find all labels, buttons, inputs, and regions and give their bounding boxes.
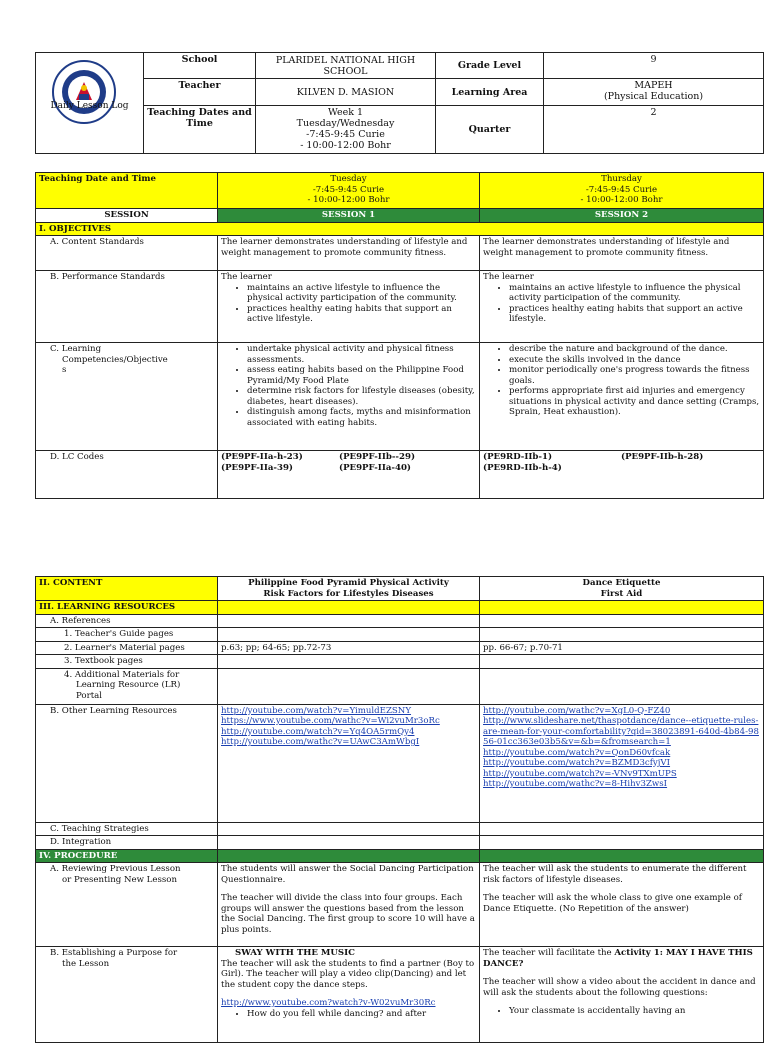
purpose-label: B. Establishing a Purpose for the Lesson — [36, 947, 218, 1043]
teaching-strategies-label: C. Teaching Strategies — [36, 822, 218, 836]
teacher-value: KILVEN D. MASION — [256, 79, 436, 106]
header-table — [35, 52, 764, 154]
reviewing-2: The teacher will ask the students to enumerate the different risk factors of lifestyle diseases. The teacher will ask the whole class to give one example of Dance Etiquette. (No Repetition of the answer) — [480, 863, 764, 947]
other-resources-label: B. Other Learning Resources — [36, 704, 218, 822]
dates-value: Week 1 Tuesday/Wednesday -7:45-9:45 Curie - 10:00-12:00 Bohr — [256, 106, 436, 154]
resource-link[interactable]: http://youtube.com/watch?v=BZMD3cfyjVI — [483, 758, 671, 768]
teacher-label: Teacher — [144, 79, 256, 106]
resource-link[interactable]: http://youtube.com/wathc?v=8-Hihv3ZwsI — [483, 779, 668, 789]
additional-materials-label: 4. Additional Materials for Learning Resource (LR) Portal — [36, 668, 218, 704]
day1-schedule: Tuesday -7:45-9:45 Curie - 10:00-12:00 Bohr — [218, 173, 480, 209]
reviewing-label: A. Reviewing Previous Lesson or Presenting New Lesson — [36, 863, 218, 947]
resource-link[interactable]: http://youtube.com/watch?v=-VNv9TXmUPS — [483, 768, 677, 779]
textbook-label: 3. Textbook pages — [36, 655, 218, 669]
content-heading: II. CONTENT — [36, 577, 218, 601]
school-label: School — [144, 53, 256, 79]
procedure-heading: IV. PROCEDURE — [36, 849, 218, 863]
day2-schedule: Thursday -7:45-9:45 Curie - 10:00-12:00 Bohr — [480, 173, 764, 209]
resource-link[interactable]: http://youtube.com/watch?v=Yq4OA5rmQy4 — [221, 726, 415, 737]
teachers-guide-label: 1. Teacher's Guide pages — [36, 628, 218, 642]
quarter-label: Quarter — [436, 106, 544, 154]
content-topic-1: Philippine Food Pyramid Physical Activity Risk Factors for Lifestyles Diseases — [218, 577, 480, 601]
quarter-value: 2 — [544, 106, 764, 154]
area-label: Learning Area — [436, 79, 544, 106]
reviewing-1: The students will answer the Social Dancing Participation Questionnaire. The teacher will divide the class into four groups. Each groups will answer the questions based from the lesson the Social Dancing. The first group to score 10 will have a plus points. — [218, 863, 480, 947]
resource-link[interactable]: http://www.slideshare.net/thaspotdance/dance--etiquette-rules-are-mean-for-your-comfortability?qid=38023891-640d-4b84-9856-01cc363e03b5&v=&b=&fromsearch=1 — [483, 716, 759, 747]
references-label: A. References — [36, 614, 218, 628]
lc-codes-2: (PE9RD-IIb-1) (PE9PF-IIb-h-28) (PE9RD-IIb-h-4) — [480, 451, 764, 499]
resource-link[interactable]: http://youtube.com/watch?v=YimuldEZSNY — [221, 705, 412, 716]
sway-video-link[interactable]: http://www.youtube.com?watch?v-W02vuMr30Rc — [221, 998, 436, 1008]
performance-standards-1: The learner • maintains an active lifestyle to influence the physical activity participation of the community. • practices healthy eating habits that support an active lifestyle. — [218, 271, 480, 343]
dates-label: Teaching Dates and Time — [144, 106, 256, 154]
grade-label: Grade Level — [436, 53, 544, 79]
area-value: MAPEH (Physical Education) — [544, 79, 764, 106]
content-standards-label: A. Content Standards — [36, 236, 218, 271]
logo-cell — [36, 53, 144, 154]
learners-material-label: 2. Learner's Material pages — [36, 641, 218, 655]
content-standards-1: The learner demonstrates understanding of lifestyle and weight management to promote community fitness. — [218, 236, 480, 271]
learners-material-1: p.63; pp; 64-65; pp.72-73 — [218, 641, 480, 655]
resource-link[interactable]: http://youtube.com/wathc?v=XgL0-Q-FZ40 — [483, 705, 671, 716]
grade-value: 9 — [544, 53, 764, 79]
objectives-heading: I. OBJECTIVES — [36, 222, 764, 236]
other-resources-1 — [218, 704, 480, 822]
competencies-1: • undertake physical activity and physical fitness assessments. • assess eating habits based on the Philippine Food Pyramid/My Food Plate • determine risk factors for lifestyle diseases (obesity, diabetes, heart diseases). • distinguish among facts, myths and misinformation associated with eating habits. — [218, 343, 480, 451]
performance-standards-label: B. Performance Standards — [36, 271, 218, 343]
purpose-1: SWAY WITH THE MUSIC The teacher will ask the students to find a partner (Boy to Girl). The teacher will play a video clip(Dancing) and let the student copy the dance steps. http://www.youtube.com?watch?v-W02vuMr30Rc • How do you fell while dancing? and after — [218, 947, 480, 1043]
lc-codes-label: D. LC Codes — [36, 451, 218, 499]
resource-link[interactable]: http://youtube.com/watch?v=QonD60vfcak — [483, 747, 671, 758]
session2-header: SESSION 2 — [480, 209, 764, 223]
objectives-table — [35, 172, 764, 499]
integration-label: D. Integration — [36, 836, 218, 850]
resource-link[interactable]: https://www.youtube.com/wathc?v=Wi2vuMr3oRc — [221, 716, 440, 726]
session-label: SESSION — [36, 209, 218, 223]
school-value: PLARIDEL NATIONAL HIGH SCHOOL — [256, 53, 436, 79]
performance-standards-2: The learner • maintains an active lifestyle to influence the physical activity participation of the community. • practices healthy eating habits that support an active lifestyle. — [480, 271, 764, 343]
resource-link[interactable]: http://youtube.com/wathc?v=UAwC3AmWbgI — [221, 737, 420, 747]
session1-header: SESSION 1 — [218, 209, 480, 223]
resources-heading: III. LEARNING RESOURCES — [36, 601, 218, 615]
competencies-2: • describe the nature and background of the dance. • execute the skills involved in the dance • monitor periodically one's progress towards the fitness goals. • performs appropriate first aid injuries and emergency situations in physical activity and dance setting (Cramps, Sprain, Heat exhaustion). — [480, 343, 764, 451]
log-title: Daily Lesson Log — [50, 100, 129, 111]
other-resources-2 — [480, 704, 764, 822]
competencies-label: C. Learning Competencies/Objective s — [36, 343, 218, 451]
teaching-date-label: Teaching Date and Time — [36, 173, 218, 209]
content-topic-2: Dance Etiquette First Aid — [480, 577, 764, 601]
content-standards-2: The learner demonstrates understanding of lifestyle and weight management to promote community fitness. — [480, 236, 764, 271]
content-table — [35, 576, 764, 1043]
lc-codes-1: (PE9PF-IIa-h-23) (PE9PF-IIb--29) (PE9PF-IIa-39) (PE9PF-IIa-40) — [218, 451, 480, 499]
purpose-2: The teacher will facilitate the Activity 1: MAY I HAVE THIS DANCE? The teacher will show a video about the accident in dance and will ask the students about the following questions: • Your classmate is accidentally having an — [480, 947, 764, 1043]
learners-material-2: pp. 66-67; p.70-71 — [480, 641, 764, 655]
